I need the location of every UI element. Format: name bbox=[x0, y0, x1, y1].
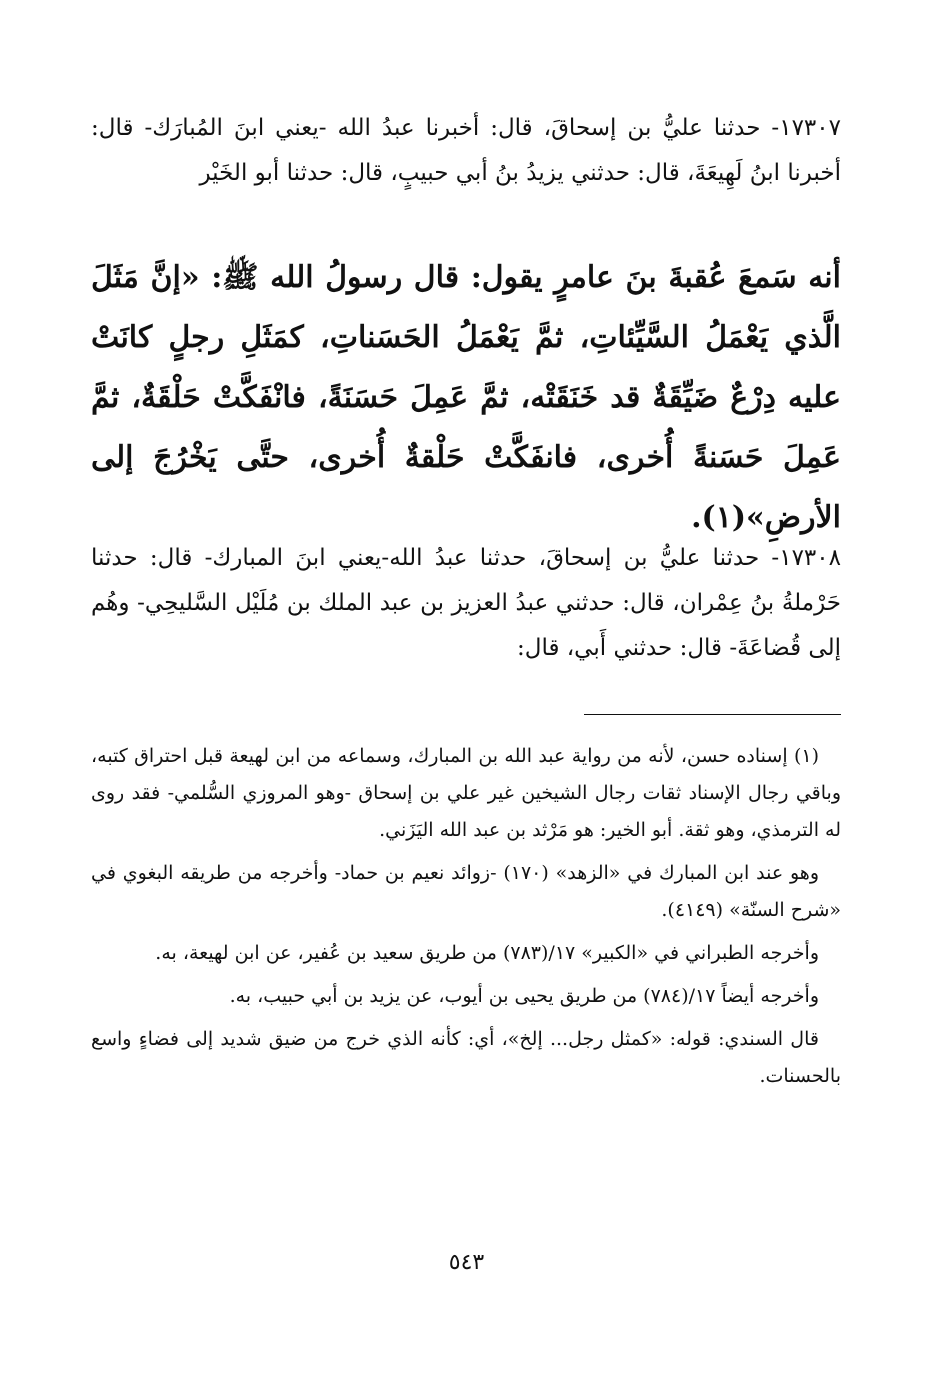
hadith-17307-isnad: ١٧٣٠٧- حدثنا عليُّ بن إسحاقَ، قال: أخبرنا عبدُ الله -يعني ابنَ المُبارَك- قال: أخبرنا ابنُ لَهِيعَةَ، قال: حدثني يزيدُ بنُ أبي حبيبٍ، قال: حدثنا أبو الخَيْر bbox=[91, 115, 841, 186]
footnote-paragraph-tabarani: وأخرجه الطبراني في «الكبير» ١٧/(٧٨٣) من طريق سعيد بن عُفير، عن ابن لهيعة، به. bbox=[155, 942, 819, 964]
hadith-17307-matn: أنه سَمعَ عُقبةَ بنَ عامرٍ يقول: قال رسولُ الله ﷺ: «إنَّ مَثَلَ الَّذي يَعْمَلُ السَّيِّئاتِ، ثمَّ يَعْمَلُ الحَسَناتِ، كمَثَلِ رجلٍ كانَتْ عليه دِرْعٌ ضَيِّقَةٌ قد خَنَقَتْه، ثمَّ عَمِلَ حَسَنَةً، فانْفَكَّتْ حَلْقَةٌ، ثمَّ عَمِلَ حَسَنةً أُخرى، فانفَكَّتْ حَلْقةٌ أُخرى، حتَّى يَخْرُجَ إلى الأرضِ»(١). bbox=[91, 260, 841, 535]
footnote-paragraph-sindi: قال السندي: قوله: «كمثل رجل... إلخ»، أي: كأنه الذي خرج من ضيق شديد إلى فضاءٍ واسع بالحسنات. bbox=[91, 1028, 841, 1087]
hadith-17308-isnad: ١٧٣٠٨- حدثنا عليُّ بن إسحاقَ، حدثنا عبدُ الله-يعني ابنَ المبارك- قال: حدثنا حَرْملةُ بنُ عِمْران، قال: حدثني عبدُ العزيز بن عبد الملك بن مُلَيْل السَّليحِي- وهُم إلى قُضاعَةَ- قال: حدثني أَبي، قال: bbox=[91, 545, 841, 661]
footnote-paragraph-tabarani-2: وأخرجه أيضاً ١٧/(٧٨٤) من طريق يحيى بن أيوب، عن يزيد بن أبي حبيب، به. bbox=[229, 985, 819, 1007]
footnote-separator bbox=[584, 714, 841, 715]
page-number: ٥٤٣ bbox=[448, 1250, 485, 1275]
footnote-paragraph-zuhd: وهو عند ابن المبارك في «الزهد» (١٧٠) -زوائد نعيم بن حماد- وأخرجه من طريقه البغوي في «شرح السنّة» (٤١٤٩). bbox=[91, 862, 841, 921]
footnotes-section bbox=[91, 738, 841, 1101]
footnote-1: (١) إسناده حسن، لأنه من رواية عبد الله بن المبارك، وسماعه من ابن لهيعة قبل احتراق كتبه، وباقي رجال الإسناد ثقات رجال الشيخين غير علي بن إسحاق -وهو المروزي السُّلمي- فقد روى له الترمذي، وهو ثقة. أبو الخير: هو مَرْثد بن عبد الله اليَزَني. bbox=[91, 745, 841, 841]
